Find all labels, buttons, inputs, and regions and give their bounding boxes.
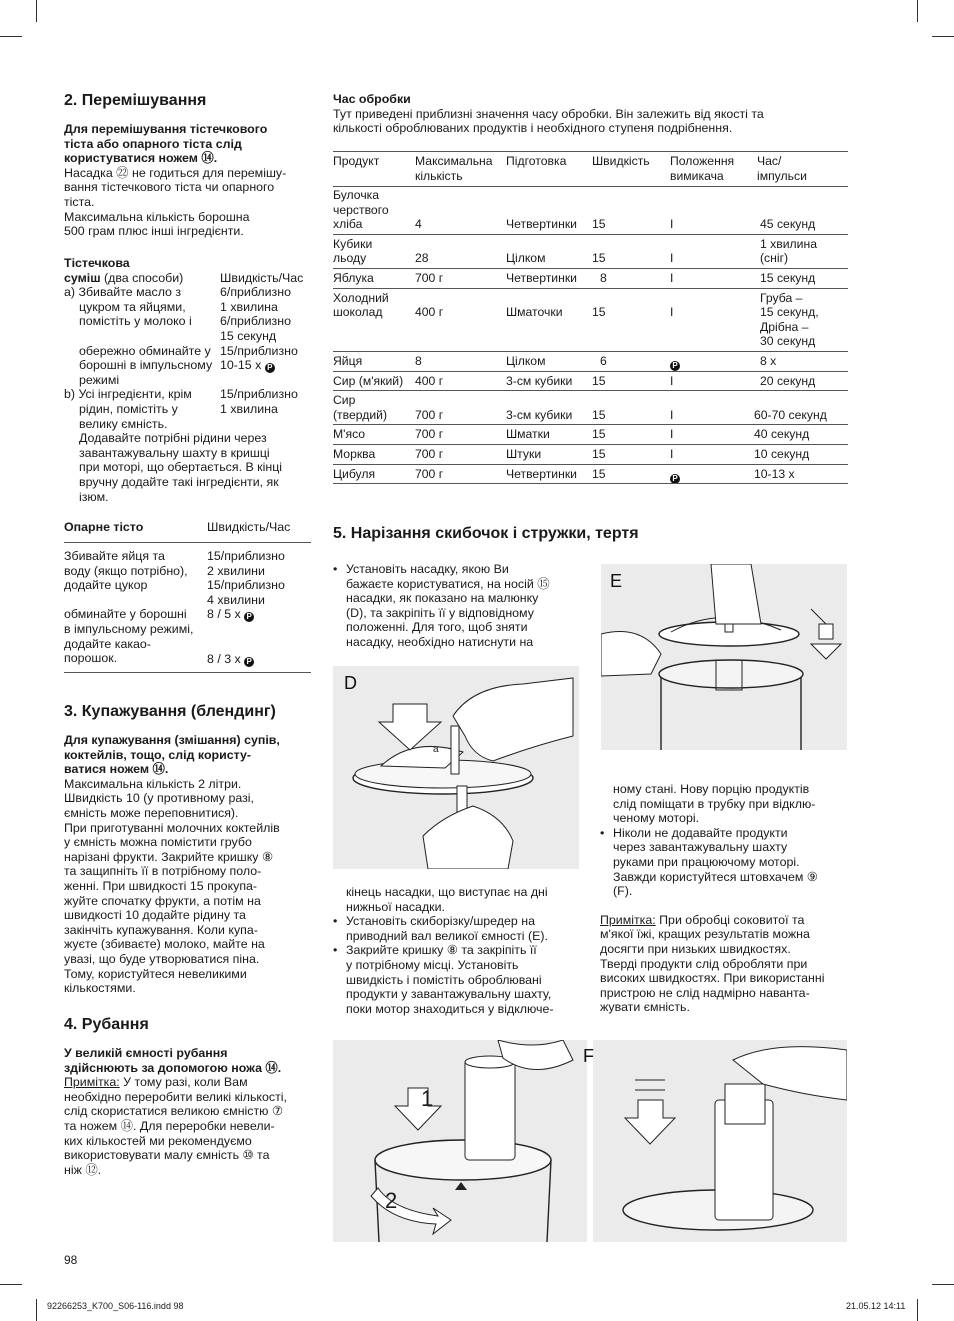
text-line: додайте цукор: [64, 578, 148, 593]
crop-mark: [36, 0, 37, 22]
text-line: бажаєте користуватися, на носій ⑮: [346, 576, 550, 591]
text-line: порошок.: [64, 651, 118, 666]
table-cell-qty: 400 г: [415, 373, 444, 388]
text-line: Максимальна кількість 2 літри.: [64, 776, 242, 791]
table-cell-speed: 6: [600, 354, 607, 368]
text-line: 1 хвилина: [220, 299, 278, 314]
text-line: ких кількостей ми рекомендуємо: [64, 1133, 252, 1148]
crop-mark: [932, 36, 954, 37]
figure-d: [333, 666, 579, 869]
table-cell-product: хліба: [333, 217, 363, 232]
text-line: • Установіть насадку, якою Ви: [346, 562, 509, 576]
table-cell-switch: I: [670, 217, 674, 232]
table-header: [333, 154, 848, 184]
pulse-icon: P: [265, 363, 275, 373]
crop-mark: [36, 1299, 37, 1321]
text-line: нарізані фрукти. Закрийте кришку ⑧: [64, 849, 274, 864]
footer-date: 21.05.12 14:11: [846, 1301, 906, 1311]
table-cell-speed: 15: [592, 305, 606, 320]
text-line: Максимальна кількість борошна: [64, 209, 250, 224]
text-line: ємність може переповнитися).: [64, 805, 239, 820]
text-line: 2 хвилини: [207, 563, 265, 578]
table-cell-switch: I: [670, 305, 674, 320]
table-cell-prep: Шматочки: [506, 305, 563, 320]
text-line: додайте какао-: [64, 636, 151, 651]
method-a-speeds: [220, 285, 298, 373]
text-line: слід поміщати в трубку при відклю-: [613, 796, 816, 811]
text-line: швидкості 10 додайте рідину та: [64, 908, 246, 923]
table-cell-product: М'ясо: [333, 427, 366, 442]
text-line: приводний вал великої ємності (E).: [346, 928, 548, 943]
table-cell-time: 15 секунд: [760, 271, 816, 285]
processing-intro: [333, 92, 848, 136]
table-header-cell: Час/: [757, 154, 782, 168]
text-line: 6/приблизно: [220, 285, 291, 300]
footer-file: 92266253_K700_S06-116.indd 98: [47, 1301, 184, 1311]
note-label: Примітка:: [64, 1075, 120, 1090]
table-cell-switch: I: [670, 447, 674, 461]
table-cell-product: черствого: [333, 202, 389, 217]
table-header-cell: Максимальна: [415, 154, 493, 168]
figure-d-illustration: [333, 666, 579, 869]
list-item: [600, 826, 850, 899]
text-line: рідин, помістіть у: [79, 401, 178, 416]
text-line: Тому, користуйтеся невеликими: [64, 966, 247, 981]
text-line: руками при працюючому моторі.: [613, 854, 800, 869]
text-line: b) Усі інгредієнти, крім: [64, 387, 192, 402]
table-cell-time: 10 секунд: [754, 447, 810, 461]
divider: [64, 672, 311, 673]
text-line: ному стані. Нову порцію продуктів: [613, 782, 810, 796]
figure-f-illustration: [333, 1040, 847, 1242]
table-header-cell: Підготовка: [506, 154, 567, 168]
pulse-icon: P: [244, 657, 254, 667]
text-line: жувати ємність.: [600, 1000, 690, 1015]
table-cell-speed: 8: [600, 271, 607, 285]
figure-f-label: F: [583, 1046, 594, 1066]
text-line: пристрою не слід надмірно наванта-: [600, 985, 810, 1000]
table-header-cell: Продукт: [333, 154, 380, 168]
table-cell-switch: I: [670, 271, 674, 285]
text-line: 15/приблизно: [207, 549, 285, 563]
table-row: [333, 391, 848, 424]
processing-table: [333, 186, 848, 486]
pulse-icon: P: [670, 474, 680, 484]
table-row: [333, 445, 848, 464]
table-row: [333, 372, 848, 391]
table-cell-product: Булочка: [333, 188, 380, 202]
section-5-bullet-1: [333, 562, 578, 650]
text-line: високих швидкостях. При використанні: [600, 971, 825, 986]
figure-e-illustration: [601, 564, 847, 750]
mix-block: [64, 256, 314, 506]
section-5-text-2: [333, 885, 578, 1016]
table-cell-prep: Штуки: [506, 447, 542, 461]
figure-f: [333, 1040, 847, 1242]
text-line: • Закрийте кришку ⑧ та закріпіть її: [346, 943, 537, 958]
table-cell-product: Цибуля: [333, 466, 376, 481]
table-cell-time: 30 секунд: [760, 334, 816, 349]
section-5-title: 5. Нарізання скибочок і стружки, тертя: [333, 525, 639, 542]
text-line: ніж ⑫.: [64, 1162, 102, 1177]
table-divider: [333, 483, 848, 484]
text-line: ченому моторі.: [613, 811, 700, 826]
section-4-title: 4. Рубання: [64, 1016, 149, 1033]
table-cell-switch: [670, 356, 680, 371]
text-line: вання тістечкового тіста чи опарного: [64, 180, 275, 195]
text-line: Для перемішування тістечкового: [64, 122, 268, 136]
table-cell-speed: 15: [592, 447, 606, 461]
table-cell-switch: I: [670, 427, 674, 442]
text-line: обережно обминайте у: [79, 343, 211, 358]
table-row: [333, 235, 848, 268]
text-line: обминайте у борошні: [64, 607, 187, 622]
mix-title-note: (два способи): [100, 270, 184, 285]
text-line: 8 / 5 x: [207, 607, 245, 622]
table-cell-speed: 15: [592, 466, 606, 481]
text-line: У тому разі, коли Вам: [119, 1075, 248, 1090]
table-row: [333, 289, 848, 351]
text-line: Збивайте яйця та: [64, 549, 165, 563]
table-cell-qty: 700 г: [415, 271, 444, 285]
table-cell-time: 8 x: [760, 354, 777, 368]
text-line: коктейлів, тощо, слід користу-: [64, 747, 252, 762]
pulse-icon: P: [244, 612, 254, 622]
text-line: 500 грам плюс інші інгредієнти.: [64, 224, 244, 239]
table-cell-qty: 700 г: [415, 407, 444, 422]
dough-header: [64, 520, 311, 535]
list-item: [333, 914, 578, 943]
table-cell-time: 60-70 секунд: [754, 407, 827, 422]
table-cell-prep: Цілком: [506, 251, 546, 266]
dough-title: Опарне тісто: [64, 520, 144, 534]
table-cell-time: 15 секунд,: [760, 305, 819, 320]
table-row: [333, 352, 848, 371]
text-line: 15/приблизно: [207, 578, 285, 593]
crop-mark: [932, 1284, 954, 1285]
text-line: Для купажування (змішання) супів,: [64, 733, 280, 747]
text-line: кінець насадки, що виступає на дні: [346, 885, 548, 899]
table-cell-qty: 700 г: [415, 466, 444, 481]
table-cell-prep: Четвертинки: [506, 271, 577, 285]
text-line: кількостями.: [64, 981, 136, 996]
crop-mark: [0, 1284, 22, 1285]
text-line: Тверді продукти слід обробляти при: [600, 956, 808, 971]
table-header-cell: імпульси: [757, 168, 807, 183]
figure-d-label: D: [344, 673, 357, 693]
text-line: м'якої їжі, кращих результатів можна: [600, 927, 810, 942]
text-line: нижньої насадки.: [346, 899, 445, 914]
text-line: Насадка ㉒ не годиться для перемішу-: [64, 165, 287, 180]
text-line: вручну додайте такі інгредієнти, як: [79, 474, 279, 489]
text-line: закінчіть купажування. Коли купа-: [64, 922, 258, 937]
text-line: поки мотор знаходиться у відключе-: [346, 1001, 554, 1016]
text-line: жуйте спочатку фрукти, а потім на: [64, 893, 261, 908]
dough-table: [64, 549, 311, 669]
figure-f-step-1: 1: [421, 1086, 434, 1111]
table-cell-prep: Четвертинки: [506, 217, 577, 232]
crop-mark: [917, 1299, 918, 1321]
speed-header: Швидкість/Час: [220, 270, 304, 285]
table-cell-product: Холодний: [333, 290, 389, 305]
section-2-intro-bold: [64, 122, 314, 166]
section-3-title: 3. Купажування (блендинг): [64, 703, 276, 720]
section-4-body: [64, 1046, 314, 1177]
table-header-cell: кількість: [415, 168, 463, 183]
table-cell-product: Яйця: [333, 354, 363, 368]
text-line: 8 / 3 x: [207, 651, 245, 666]
divider: [333, 151, 848, 152]
figure-f-step-2: 2: [385, 1188, 398, 1213]
text-line: Тут приведені приблизні значення часу обробки. Він залежить від якості та: [333, 106, 764, 121]
text-line: цукром та яйцями,: [79, 299, 186, 314]
table-cell-prep: 3-см кубики: [506, 373, 573, 388]
mix-title: Тістечкова: [64, 256, 130, 270]
text-line: жуєте (збиваєте) молоко, майте на: [64, 937, 265, 952]
text-line: здійснюють за допомогою ножа ⑭.: [64, 1060, 282, 1075]
processing-title: Час обробки: [333, 92, 411, 106]
table-cell-prep: Шматки: [506, 427, 550, 442]
table-cell-prep: Четвертинки: [506, 466, 577, 481]
table-cell-qty: 400 г: [415, 305, 444, 320]
table-header-cell: вимикача: [670, 168, 724, 183]
table-cell-time: 40 секунд: [754, 427, 810, 442]
text-line: через завантажувальну шахту: [613, 840, 788, 855]
text-line: (F).: [613, 884, 633, 899]
text-line: 15 секунд: [220, 328, 277, 343]
table-cell-product: Кубики: [333, 236, 373, 251]
text-line: режимі: [79, 372, 120, 387]
crop-mark: [0, 36, 22, 37]
text-line: 1 хвилина: [220, 401, 278, 416]
text-line: насадку, необхідно натиснути на: [346, 634, 534, 649]
method-b-speeds: [220, 387, 298, 416]
text-line: при моторі, що обертається. В кінці: [79, 460, 283, 475]
text-line: та ножем ⑭. Для переробки невели-: [64, 1118, 275, 1133]
text-line: борошні в імпульсному: [79, 358, 213, 373]
list-item: [333, 943, 578, 1016]
section-3-body: [64, 733, 314, 996]
text-line: використовувати малу ємність ⑩ та: [64, 1148, 270, 1163]
text-line: 6/приблизно: [220, 314, 291, 329]
text-line: в імпульсному режимі,: [64, 621, 194, 636]
divider: [64, 542, 311, 543]
table-cell-speed: 15: [592, 217, 606, 232]
table-header-cell: Швидкість: [592, 154, 650, 168]
table-cell-time: Дрібна –: [760, 319, 809, 334]
text-line: слід скористатися великою ємністю ⑦: [64, 1104, 284, 1119]
section-2-title: 2. Перемішування: [64, 92, 207, 109]
table-cell-qty: 8: [415, 354, 422, 368]
table-cell-switch: I: [670, 251, 674, 266]
text-line: Швидкість 10 (у противному разі,: [64, 791, 254, 806]
table-cell-time: 20 секунд: [760, 373, 816, 388]
section-2-body: [64, 122, 314, 239]
figure-d-mark: a: [433, 744, 439, 755]
table-cell-product: Яблука: [333, 271, 374, 285]
text-line: досягти при низьких швидкостях.: [600, 941, 791, 956]
text-line: 15/приблизно: [220, 343, 298, 358]
table-cell-switch: [670, 469, 680, 484]
text-line: (D), та закріпіть її у відповідному: [346, 605, 534, 620]
text-line: У великій ємності рубання: [64, 1046, 228, 1060]
text-line: При обробці соковитої та: [655, 912, 805, 927]
text-line: швидкість і помістіть оброблювані: [346, 972, 542, 987]
note-label: Примітка:: [600, 912, 656, 927]
list-item: [333, 562, 578, 650]
table-cell-switch: I: [670, 407, 674, 422]
text-line: ватися ножем ⑭.: [64, 762, 169, 777]
page-number: 98: [64, 1253, 78, 1267]
figure-e: [601, 564, 847, 750]
table-cell-speed: 15: [592, 407, 606, 422]
text-line: велику ємність.: [79, 416, 168, 431]
pulse-icon: P: [670, 361, 680, 371]
text-line: Завжди користуйтеся штовхачем ⑨: [613, 869, 818, 884]
text-line: насадки, як показано на малюнку: [346, 591, 539, 606]
text-line: 4 хвилини: [207, 592, 265, 607]
table-cell-time: Груба –: [760, 290, 803, 305]
table-header-cell: Положення: [670, 154, 735, 168]
table-cell-qty: 700 г: [415, 447, 444, 461]
text-line: завантажувальну шахту в кришці: [79, 445, 270, 460]
table-row: [333, 186, 848, 234]
text-line: ізюм.: [79, 489, 109, 504]
table-cell-speed: 15: [592, 427, 606, 442]
text-line: Додавайте потрібні рідини через: [79, 431, 267, 446]
text-line: • Установіть скиборізку/шредер на: [346, 914, 535, 929]
text-line: у ємність можна помістити грубо: [64, 835, 252, 850]
table-cell-product: Сир (м'який): [333, 373, 404, 388]
text-line: помістіть у молоко і: [79, 314, 192, 329]
table-cell-time: 1 хвилина: [760, 236, 817, 251]
table-row: [333, 425, 848, 444]
text-line: женні. При швидкості 15 прокупа-: [64, 878, 258, 893]
table-cell-qty: 4: [415, 217, 422, 232]
text-line: користуватися ножем ⑭.: [64, 151, 218, 166]
text-line: продукти у завантажувальну шахту,: [346, 987, 552, 1002]
table-cell-speed: 15: [592, 251, 606, 266]
text-line: положенні. Для того, щоб зняти: [346, 620, 528, 635]
table-cell-product: шоколад: [333, 305, 383, 320]
figure-e-label: E: [610, 571, 623, 591]
dough-speed-header: Швидкість/Час: [207, 520, 291, 534]
table-cell-prep: Цілком: [506, 354, 546, 368]
table-cell-time: 10-13 x: [754, 466, 795, 481]
text-line: у потрібному місці. Установіть: [346, 957, 519, 972]
table-cell-qty: 28: [415, 251, 429, 266]
table-cell-time: (сніг): [760, 251, 789, 266]
table-cell-switch: I: [670, 373, 674, 388]
text-line: 10-15 x: [220, 358, 265, 373]
table-row: [333, 465, 848, 484]
table-cell-qty: 700 г: [415, 427, 444, 442]
table-cell-product: (твердий): [333, 407, 388, 422]
table-cell-product: Морква: [333, 447, 376, 461]
table-cell-product: льоду: [333, 251, 367, 266]
text-line: необхідно переробити великі кількості,: [64, 1089, 287, 1104]
text-line: • Ніколи не додавайте продукти: [613, 825, 788, 840]
mix-title-2: суміш: [64, 270, 101, 285]
text-line: При приготуванні молочних коктейлів: [64, 820, 280, 835]
text-line: 15/приблизно: [220, 387, 298, 402]
table-cell-speed: 15: [592, 373, 606, 388]
method-a: [64, 285, 224, 387]
text-line: увазі, що буде утворюватися піна.: [64, 951, 260, 966]
table-row: [333, 269, 848, 288]
table-cell-time: 45 секунд: [760, 217, 816, 232]
crop-mark: [917, 0, 918, 22]
table-cell-product: Сир: [333, 393, 356, 408]
section-5-text-3: [600, 782, 850, 1015]
table-cell-prep: 3-см кубики: [506, 407, 573, 422]
text-line: воду (якщо потрібно),: [64, 563, 188, 578]
text-line: кількості оброблюваних продуктів і необхідного ступеня подрібнення.: [333, 121, 733, 136]
text-line: тіста або опарного тіста слід: [64, 136, 242, 151]
text-line: тіста.: [64, 194, 95, 209]
text-line: a) Збивайте масло з: [64, 285, 182, 300]
text-line: та защипніть її в потрібному поло-: [64, 864, 262, 879]
